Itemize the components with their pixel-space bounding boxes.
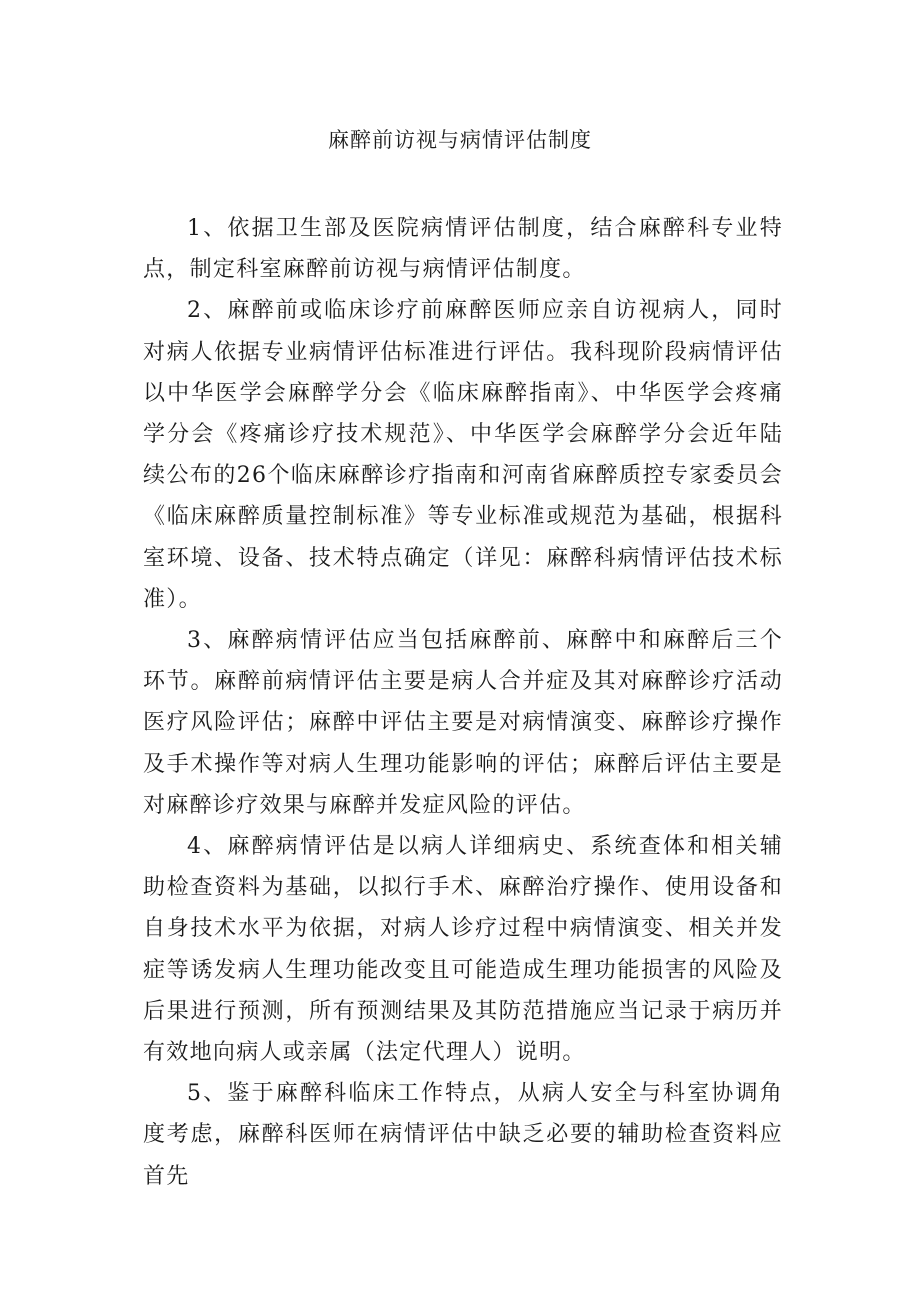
paragraph-4: 4、麻醉病情评估是以病人详细病史、系统查体和相关辅助检查资料为基础，以拟行手术、麻醉治疗操作、使用设备和自身技术水平为依据，对病人诊疗过程中病情演变、相关并发症等诱发病人生理功能改变且可能造成生理功能损害的风险及后果进行预测，所有预测结果及其防范措施应当记录于病历并有效地向病人或亲属（法定代理人）说明。 [143,834,783,1066]
document-body [143,208,783,1197]
document-title: 麻醉前访视与病情评估制度 [328,128,592,152]
paragraph-1: 1、依据卫生部及医院病情评估制度，结合麻醉科专业特点，制定科室麻醉前访视与病情评估制度。 [143,216,783,283]
paragraph-5: 5、鉴于麻醉科临床工作特点，从病人安全与科室协调角度考虑，麻醉科医师在病情评估中缺乏必要的辅助检查资料应首先 [143,1081,783,1189]
paragraph-2: 2、麻醉前或临床诊疗前麻醉医师应亲自访视病人，同时对病人依据专业病情评估标准进行评估。我科现阶段病情评估以中华医学会麻醉学分会《临床麻醉指南》、中华医学会疼痛学分会《疼痛诊疗技术规范》、中华医学会麻醉学分会近年陆续公布的26个临床麻醉诊疗指南和河南省麻醉质控专家委员会《临床麻醉质量控制标准》等专业标准或规范为基础，根据科室环境、设备、技术特点确定（详见：麻醉科病情评估技术标准）。 [143,298,783,612]
paragraph-3: 3、麻醉病情评估应当包括麻醉前、麻醉中和麻醉后三个环节。麻醉前病情评估主要是病人合并症及其对麻醉诊疗活动医疗风险评估；麻醉中评估主要是对病情演变、麻醉诊疗操作及手术操作等对病人生理功能影响的评估；麻醉后评估主要是对麻醉诊疗效果与麻醉并发症风险的评估。 [143,628,783,818]
